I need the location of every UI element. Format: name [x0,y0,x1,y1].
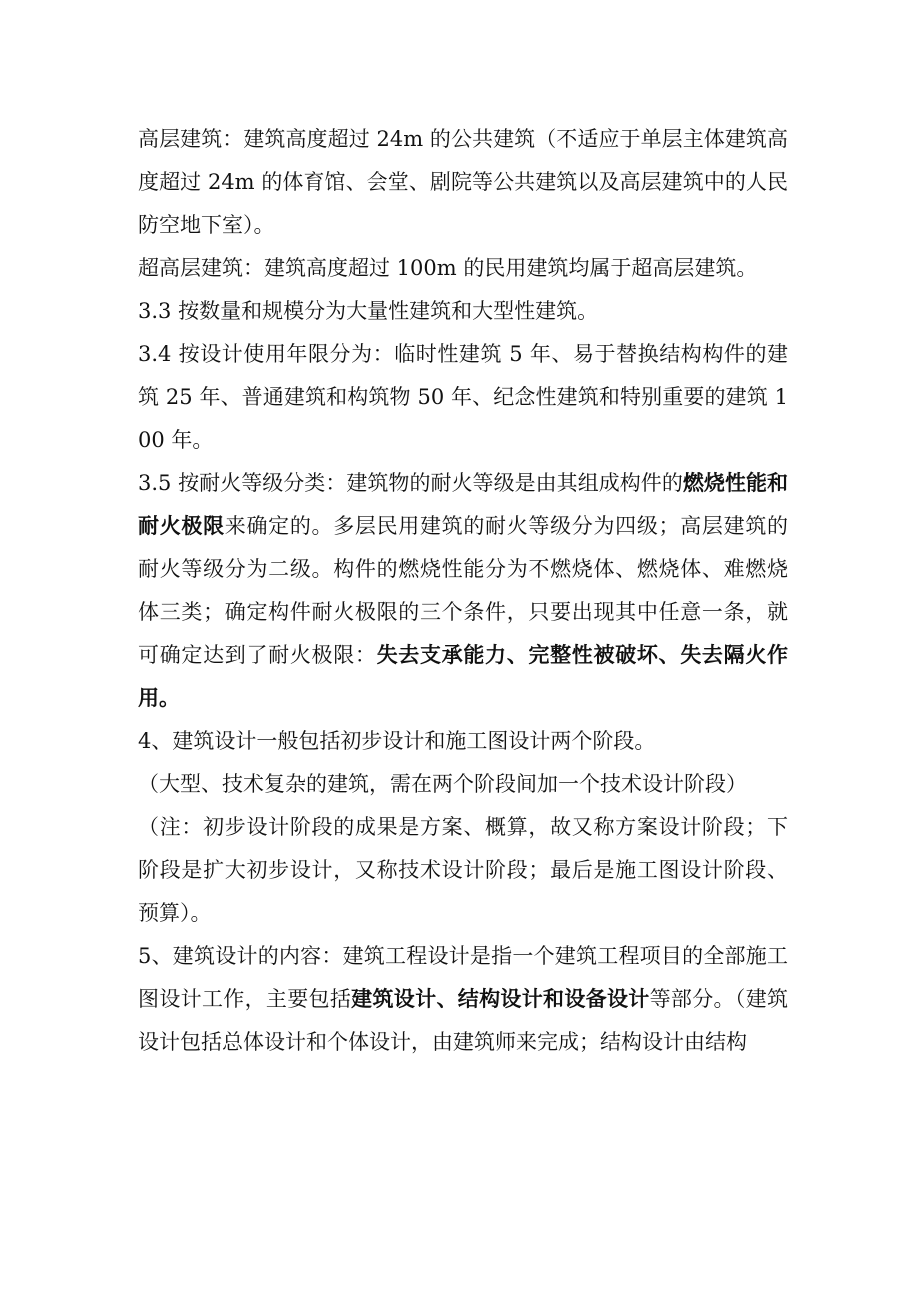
document-body [138,118,788,1064]
paragraph-4 [138,720,788,763]
text-segment: （注：初步设计阶段的成果是方案、概算，故又称方案设计阶段；下阶段是扩大初步设计，又称技术设计阶段；最后是施工图设计阶段、预算）。 [138,815,788,925]
paragraph-super-high-rise [138,247,788,290]
text-segment: 3.3 按数量和规模分为大量性建筑和大型性建筑。 [138,299,599,323]
paragraph-3-4 [138,333,788,462]
text-segment: 3.5 按耐火等级分类：建筑物的耐火等级是由其组成构件的 [138,471,683,495]
paragraph-4-note-large [138,763,788,806]
paragraph-high-rise [138,118,788,247]
paragraph-3-5 [138,462,788,720]
text-segment: 超高层建筑：建筑高度超过 100m 的民用建筑均属于超高层建筑。 [138,256,758,280]
text-segment: 高层建筑：建筑高度超过 24m 的公共建筑（不适应于单层主体建筑高度超过 24m 的体育馆、会堂、剧院等公共建筑以及高层建筑中的人民防空地下室）。 [138,127,788,237]
text-segment: 3.4 按设计使用年限分为：临时性建筑 5 年、易于替换结构构件的建筑 25 年、普通建筑和构筑物 50 年、纪念性建筑和特别重要的建筑 100 年。 [138,342,788,452]
text-segment: （大型、技术复杂的建筑，需在两个阶段间加一个技术设计阶段） [138,772,747,796]
paragraph-3-3 [138,290,788,333]
bold-text-segment: 建筑设计、结构设计和设备设计 [351,987,650,1011]
paragraph-4-note [138,806,788,935]
bold-text-segment: 失去支承能力、完整性被破坏、失去隔火作用。 [138,643,789,710]
text-segment: 4、建筑设计一般包括初步设计和施工图设计两个阶段。 [138,729,656,753]
text-segment: 等部分。（建筑设计包括总体设计和个体设计，由建筑师来完成；结构设计由结构 [138,987,789,1054]
paragraph-5 [138,935,788,1064]
bold-text-segment: 燃烧性能和耐火极限 [138,471,789,538]
text-segment: 5、建筑设计的内容：建筑工程设计是指一个建筑工程项目的全部施工图设计工作，主要包括 [138,944,788,1011]
text-segment: 来确定的。多层民用建筑的耐火等级分为四级；高层建筑的耐火等级分为二级。构件的燃烧性能分为不燃烧体、燃烧体、难燃烧体三类；确定构件耐火极限的三个条件，只要出现其中任意一条，就可确定达到了耐火极限： [138,514,789,667]
